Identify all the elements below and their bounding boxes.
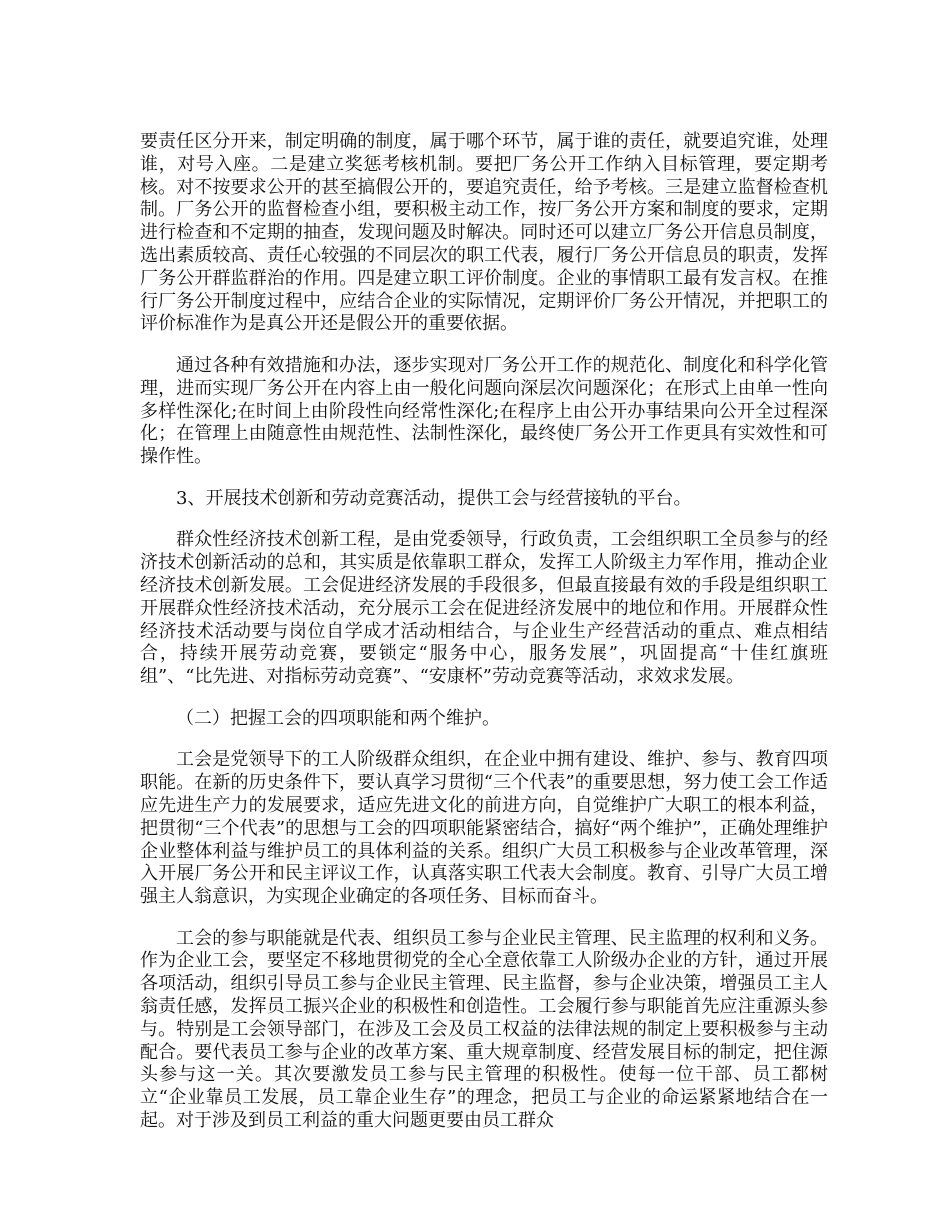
section-heading-3: 3、开展技术创新和劳动竞赛活动，提供工会与经营接轨的平台。 [176,487,692,509]
paragraph-6: 工会是党领导下的工人阶级群众组织，在企业中拥有建设、维护、参与、教育四项职能。在新的历史条件下，要认真学习贯彻“三个代表”的重要思想，努力使工会工作适应先进生产力的发展要求，适应先进文化的前进方向，自觉维护广大职工的根本利益，把贯彻“三个代表”的思想与工会的四项职能紧密结合，搞好“两个维护”，正确处理维护企业整体利益与维护员工的具体利益的关系。组织广大员工积极参与企业改革管理，深入开展厂务公开和民主评议工作，认真落实职工代表大会制度。教育、引导广大员工增强主人翁意识，为实现企业确定的各项任务、目标而奋斗。 [140,749,828,908]
paragraph-7: 工会的参与职能就是代表、组织员工参与企业民主管理、民主监理的权利和义务。作为企业工会，要坚定不移地贯彻党的全心全意依靠工人阶级办企业的方针，通过开展各项活动，组织引导员工参与企业民主管理、民主监督，参与企业决策，增强员工主人翁责任感，发挥员工振兴企业的积极性和创造性。工会履行参与职能首先应注重源头参与。特别是工会领导部门，在涉及工会及员工权益的法律法规的制定上要积极参与主动配合。要代表员工参与企业的改革方案、重大规章制度、经营发展目标的制定，把住源头参与这一关。其次要激发员工参与民主管理的积极性。使每一位干部、员工都树立“企业靠员工发展，员工靠企业生存”的理念，把员工与企业的命运紧紧地结合在一起。对于涉及到员工利益的重大问题更要由员工群众 [140,927,828,1132]
document-body [140,131,828,1133]
paragraph-1: 要责任区分开来，制定明确的制度，属于哪个环节，属于谁的责任，就要追究谁，处理谁，对号入座。二是建立奖惩考核机制。要把厂务公开工作纳入目标管理，要定期考核。对不按要求公开的甚至搞假公开的，要追究责任，给予考核。三是建立监督检查机制。厂务公开的监督检查小组，要积极主动工作，按厂务公开方案和制度的要求，定期进行检查和不定期的抽查，发现问题及时解决。同时还可以建立厂务公开信息员制度，选出素质较高、责任心较强的不同层次的职工代表，履行厂务公开信息员的职责，发挥厂务公开群监群治的作用。四是建立职工评价制度。企业的事情职工最有发言权。在推行厂务公开制度过程中，应结合企业的实际情况，定期评价厂务公开情况，并把职工的评价标准作为是真公开还是假公开的重要依据。 [140,131,828,335]
section-heading-2: （二）把握工会的四项职能和两个维护。 [176,707,500,729]
paragraph-2: 通过各种有效措施和办法，逐步实现对厂务公开工作的规范化、制度化和科学化管理，进而实现厂务公开在内容上由一般化问题向深层次问题深化；在形式上由单一性向多样性深化;在时间上由阶段性向经常性深化;在程序上由公开办事结果向公开全过程深化；在管理上由随意性由规范性、法制性深化，最终使厂务公开工作更具有实效性和可操作性。 [140,354,828,468]
paragraph-4: 群众性经济技术创新工程，是由党委领导，行政负责，工会组织职工全员参与的经济技术创新活动的总和，其实质是依靠职工群众，发挥工人阶级主力军作用，推动企业经济技术创新发展。工会促进经济发展的手段很多，但最直接最有效的手段是组织职工开展群众性经济技术活动，充分展示工会在促进经济发展中的地位和作用。开展群众性经济技术活动要与岗位自学成才活动相结合，与企业生产经营活动的重点、难点相结合，持续开展劳动竞赛，要锁定“服务中心，服务发展”，巩固提高“十佳红旗班组”、“比先进、对指标劳动竞赛”、“安康杯”劳动竞赛等活动，求效求发展。 [140,529,828,688]
